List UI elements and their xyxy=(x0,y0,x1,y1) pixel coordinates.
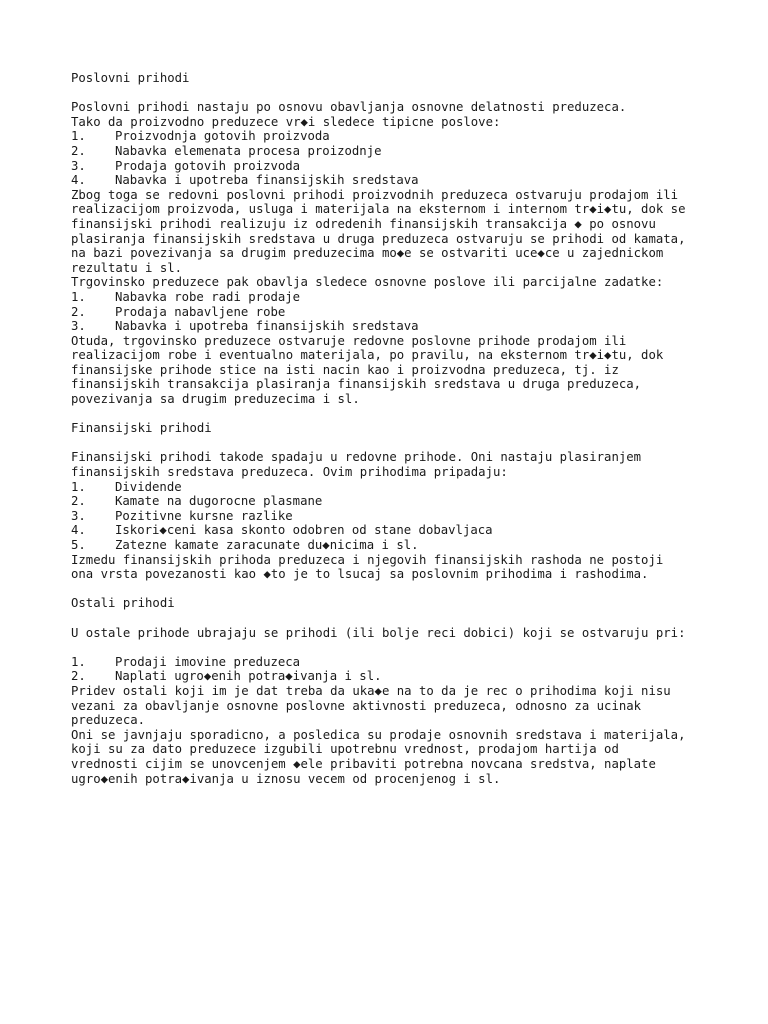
section-heading: Poslovni prihodi xyxy=(71,71,190,85)
list-item-text: Prodaji imovine preduzeca xyxy=(115,654,301,669)
paragraph-line: koji su za dato preduzece izgubili upotrebnu vrednost, prodajom hartija od xyxy=(71,742,619,757)
paragraph-line: rezultatu i sl. xyxy=(71,260,183,275)
list-item-number: 4. xyxy=(71,523,86,538)
paragraph-line: ona vrsta povezanosti kao ◆to je to lsucaj sa poslovnim prihodima i rashodima. xyxy=(71,567,649,582)
list-item-number: 2. xyxy=(71,304,86,319)
paragraph-line: povezivanja sa drugim preduzecima i sl. xyxy=(71,392,360,407)
paragraph-line: na bazi povezivanja sa drugim preduzecima mo◆e se ostvariti uce◆ce u zajednickom xyxy=(71,246,664,261)
list-item xyxy=(71,523,731,538)
list-item-number: 1. xyxy=(71,479,86,494)
list-item-number: 2. xyxy=(71,143,86,158)
list-item xyxy=(71,538,731,553)
paragraph-line: preduzeca. xyxy=(71,713,146,728)
list-item-number: 1. xyxy=(71,129,86,144)
list-item-text: Nabavka elemenata procesa proizodnje xyxy=(115,143,382,158)
list-item xyxy=(71,144,731,159)
paragraph-line: finansijski prihodi realizuju iz odredenih finansijskih transakcija ◆ po osnovu xyxy=(71,216,656,231)
list-item-number: 2. xyxy=(71,494,86,509)
heading-spacer xyxy=(71,86,731,101)
list-item xyxy=(71,319,731,334)
list-item xyxy=(71,290,731,305)
list-item-number: 4. xyxy=(71,173,86,188)
paragraph-line: finansijskih transakcija plasiranja finansijskih sredstava u druga preduzeca, xyxy=(71,377,642,392)
paragraph-line: realizacijom proizvoda, usluga i materijala na eksternom i internom tr◆i◆tu, dok se xyxy=(71,202,686,217)
heading-spacer xyxy=(71,436,731,451)
paragraph-line: vrednosti cijim se unovcenjem ◆ele pribaviti potrebna novcana sredstva, naplate xyxy=(71,756,656,771)
list-item-text: Prodaja gotovih proizvoda xyxy=(115,158,301,173)
list-item-text: Zatezne kamate zaracunate du◆nicima i sl. xyxy=(115,538,419,552)
section-heading: Ostali prihodi xyxy=(71,596,175,611)
list-item xyxy=(71,305,731,320)
list-item-text: Nabavka i upotreba finansijskih sredstava xyxy=(115,173,419,188)
list-item xyxy=(71,129,731,144)
list-item xyxy=(71,509,731,524)
list-item-text: Naplati ugro◆enih potra◆ivanja i sl. xyxy=(115,669,382,684)
paragraph-line: Zbog toga se redovni poslovni prihodi proizvodnih preduzeca ostvaruju prodajom ili xyxy=(71,187,679,202)
paragraph-line: ugro◆enih potra◆ivanja u iznosu vecem od procenjenog i sl. xyxy=(71,771,501,786)
paragraph-line: Finansijski prihodi takode spadaju u redovne prihode. Oni nastaju plasiranjem xyxy=(71,450,642,465)
list-item-text: Nabavka robe radi prodaje xyxy=(115,289,301,304)
list-item xyxy=(71,494,731,509)
section-spacer xyxy=(71,582,731,597)
list-item xyxy=(71,173,731,188)
list-item-text: Pozitivne kursne razlike xyxy=(115,508,293,523)
list-item xyxy=(71,159,731,174)
list-item-text: Nabavka i upotreba finansijskih sredstava xyxy=(115,319,419,334)
list-item-number: 2. xyxy=(71,669,86,684)
list-item xyxy=(71,480,731,495)
paragraph-line: Pridev ostali koji im je dat treba da uka◆e na to da je rec o prihodima koji nisu xyxy=(71,683,671,698)
paragraph-line: Otuda, trgovinsko preduzece ostvaruje redovne poslovne prihode prodajom ili xyxy=(71,333,627,348)
paragraph-line: Poslovni prihodi nastaju po osnovu obavljanja osnovne delatnosti preduzeca. xyxy=(71,100,627,115)
list-item-text: Iskori◆ceni kasa skonto odobren od stane dobavljaca xyxy=(115,523,493,538)
list-item-text: Kamate na dugorocne plasmane xyxy=(115,494,323,509)
blank-line xyxy=(71,640,731,655)
paragraph-line: U ostale prihode ubrajaju se prihodi (ili bolje reci dobici) koji se ostvaruju pri: xyxy=(71,625,686,640)
list-item xyxy=(71,669,731,684)
list-item-number: 3. xyxy=(71,508,86,523)
heading-spacer xyxy=(71,611,731,626)
list-item-number: 1. xyxy=(71,289,86,304)
list-item-number: 1. xyxy=(71,654,86,669)
document-page xyxy=(71,71,731,786)
paragraph-line: plasiranja finansijskih sredstava u druga preduzeca ostvaruju se prihodi od kamata, xyxy=(71,231,686,246)
list-item xyxy=(71,655,731,670)
list-item-text: Prodaja nabavljene robe xyxy=(115,304,286,319)
section-heading: Finansijski prihodi xyxy=(71,421,212,436)
paragraph-line: Trgovinsko preduzece pak obavlja sledece osnovne poslove ili parcijalne zadatke: xyxy=(71,275,664,290)
list-item-number: 5. xyxy=(71,538,86,552)
list-item-number: 3. xyxy=(71,158,86,173)
list-item-number: 3. xyxy=(71,319,86,334)
paragraph-line: Izmedu finansijskih prihoda preduzeca i njegovih finansijskih rashoda ne postoji xyxy=(71,552,664,567)
paragraph-line: finansijskih sredstava preduzeca. Ovim prihodima pripadaju: xyxy=(71,465,508,480)
section-spacer xyxy=(71,407,731,422)
paragraph-line: Oni se javnjaju sporadicno, a posledica su prodaje osnovnih sredstava i materijala, xyxy=(71,727,686,742)
list-item-text: Dividende xyxy=(115,479,182,494)
paragraph-line: vezani za obavljanje osnovne poslovne aktivnosti preduzeca, odnosno za ucinak xyxy=(71,698,642,713)
paragraph-line: finansijske prihode stice na isti nacin kao i proizvodna preduzeca, tj. iz xyxy=(71,362,619,377)
paragraph-line: realizacijom robe i eventualno materijala, po pravilu, na eksternom tr◆i◆tu, dok xyxy=(71,348,664,363)
list-item-text: Proizvodnja gotovih proizvoda xyxy=(115,129,330,144)
paragraph-line: Tako da proizvodno preduzece vr◆i sledece tipicne poslove: xyxy=(71,114,501,129)
